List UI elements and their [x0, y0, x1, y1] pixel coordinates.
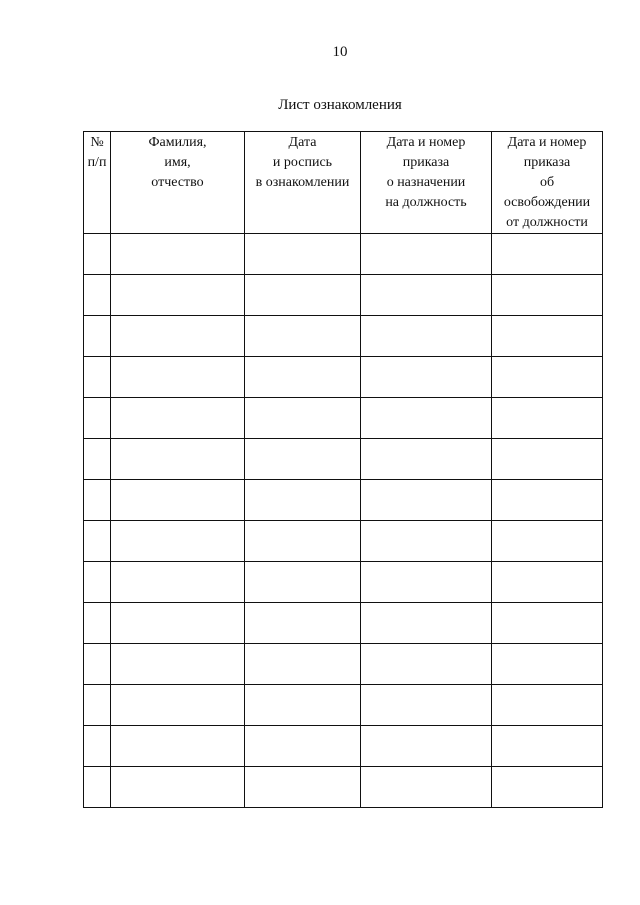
cell-full-name [111, 521, 245, 562]
header-line: в ознакомлении [255, 175, 350, 190]
cell-date-signature [245, 439, 361, 480]
cell-row-number [84, 234, 111, 275]
header-row [84, 132, 603, 234]
header-line: имя, [164, 155, 191, 170]
cell-row-number [84, 767, 111, 808]
cell-dismissal-order [492, 480, 603, 521]
cell-full-name [111, 316, 245, 357]
cell-dismissal-order [492, 726, 603, 767]
header-line: Дата и номер [386, 135, 466, 150]
cell-appointment-order [361, 357, 492, 398]
header-appointment-order [361, 132, 492, 234]
cell-dismissal-order [492, 275, 603, 316]
cell-date-signature [245, 767, 361, 808]
cell-row-number [84, 439, 111, 480]
table-row [84, 480, 603, 521]
header-line: Дата [288, 135, 317, 150]
header-line: Фамилия, [148, 135, 207, 150]
acknowledgement-table [83, 131, 603, 808]
header-line: на должность [385, 195, 467, 210]
cell-date-signature [245, 726, 361, 767]
cell-row-number [84, 521, 111, 562]
table-row [84, 767, 603, 808]
document-title: Лист ознакомления [278, 97, 402, 113]
table-row [84, 398, 603, 439]
cell-dismissal-order [492, 398, 603, 439]
cell-dismissal-order [492, 562, 603, 603]
cell-appointment-order [361, 439, 492, 480]
cell-full-name [111, 603, 245, 644]
cell-row-number [84, 275, 111, 316]
cell-date-signature [245, 603, 361, 644]
cell-date-signature [245, 316, 361, 357]
cell-row-number [84, 316, 111, 357]
header-line: отчество [151, 175, 204, 190]
cell-full-name [111, 480, 245, 521]
cell-full-name [111, 398, 245, 439]
header-line: об [539, 175, 555, 190]
header-line: приказа [523, 155, 571, 170]
cell-date-signature [245, 644, 361, 685]
header-line: приказа [402, 155, 450, 170]
cell-appointment-order [361, 767, 492, 808]
header-line: п/п [87, 155, 107, 170]
cell-dismissal-order [492, 357, 603, 398]
cell-appointment-order [361, 603, 492, 644]
cell-full-name [111, 275, 245, 316]
header-line: № [90, 135, 104, 150]
table-row [84, 357, 603, 398]
cell-date-signature [245, 398, 361, 439]
table-row [84, 562, 603, 603]
cell-dismissal-order [492, 644, 603, 685]
header-line: Дата и номер [507, 135, 587, 150]
cell-dismissal-order [492, 521, 603, 562]
cell-date-signature [245, 685, 361, 726]
cell-full-name [111, 439, 245, 480]
cell-row-number [84, 644, 111, 685]
page-number: 10 [332, 44, 348, 60]
table-body [84, 234, 603, 808]
cell-appointment-order [361, 562, 492, 603]
table-row [84, 603, 603, 644]
header-full-name [111, 132, 245, 234]
cell-full-name [111, 685, 245, 726]
table-row [84, 685, 603, 726]
header-line: от должности [506, 215, 588, 230]
cell-dismissal-order [492, 439, 603, 480]
cell-date-signature [245, 357, 361, 398]
cell-full-name [111, 726, 245, 767]
cell-appointment-order [361, 685, 492, 726]
cell-full-name [111, 357, 245, 398]
cell-dismissal-order [492, 685, 603, 726]
header-line: и роспись [272, 155, 333, 170]
header-line: освобождении [503, 195, 591, 210]
cell-row-number [84, 603, 111, 644]
cell-date-signature [245, 562, 361, 603]
cell-date-signature [245, 275, 361, 316]
table-row [84, 275, 603, 316]
header-line: о назначении [386, 175, 466, 190]
cell-appointment-order [361, 398, 492, 439]
cell-row-number [84, 480, 111, 521]
table-row [84, 316, 603, 357]
cell-appointment-order [361, 316, 492, 357]
header-date-signature [245, 132, 361, 234]
cell-dismissal-order [492, 316, 603, 357]
cell-appointment-order [361, 275, 492, 316]
table-row [84, 521, 603, 562]
table-row [84, 644, 603, 685]
cell-row-number [84, 726, 111, 767]
table-row [84, 234, 603, 275]
cell-full-name [111, 562, 245, 603]
cell-appointment-order [361, 726, 492, 767]
cell-row-number [84, 357, 111, 398]
cell-row-number [84, 685, 111, 726]
cell-appointment-order [361, 480, 492, 521]
header-dismissal-order [492, 132, 603, 234]
cell-appointment-order [361, 521, 492, 562]
cell-appointment-order [361, 644, 492, 685]
header-row-number [84, 132, 111, 234]
cell-dismissal-order [492, 234, 603, 275]
cell-full-name [111, 767, 245, 808]
cell-row-number [84, 562, 111, 603]
cell-date-signature [245, 234, 361, 275]
table-row [84, 439, 603, 480]
table-row [84, 726, 603, 767]
cell-full-name [111, 234, 245, 275]
cell-row-number [84, 398, 111, 439]
cell-dismissal-order [492, 767, 603, 808]
cell-date-signature [245, 521, 361, 562]
cell-appointment-order [361, 234, 492, 275]
cell-dismissal-order [492, 603, 603, 644]
cell-date-signature [245, 480, 361, 521]
cell-full-name [111, 644, 245, 685]
